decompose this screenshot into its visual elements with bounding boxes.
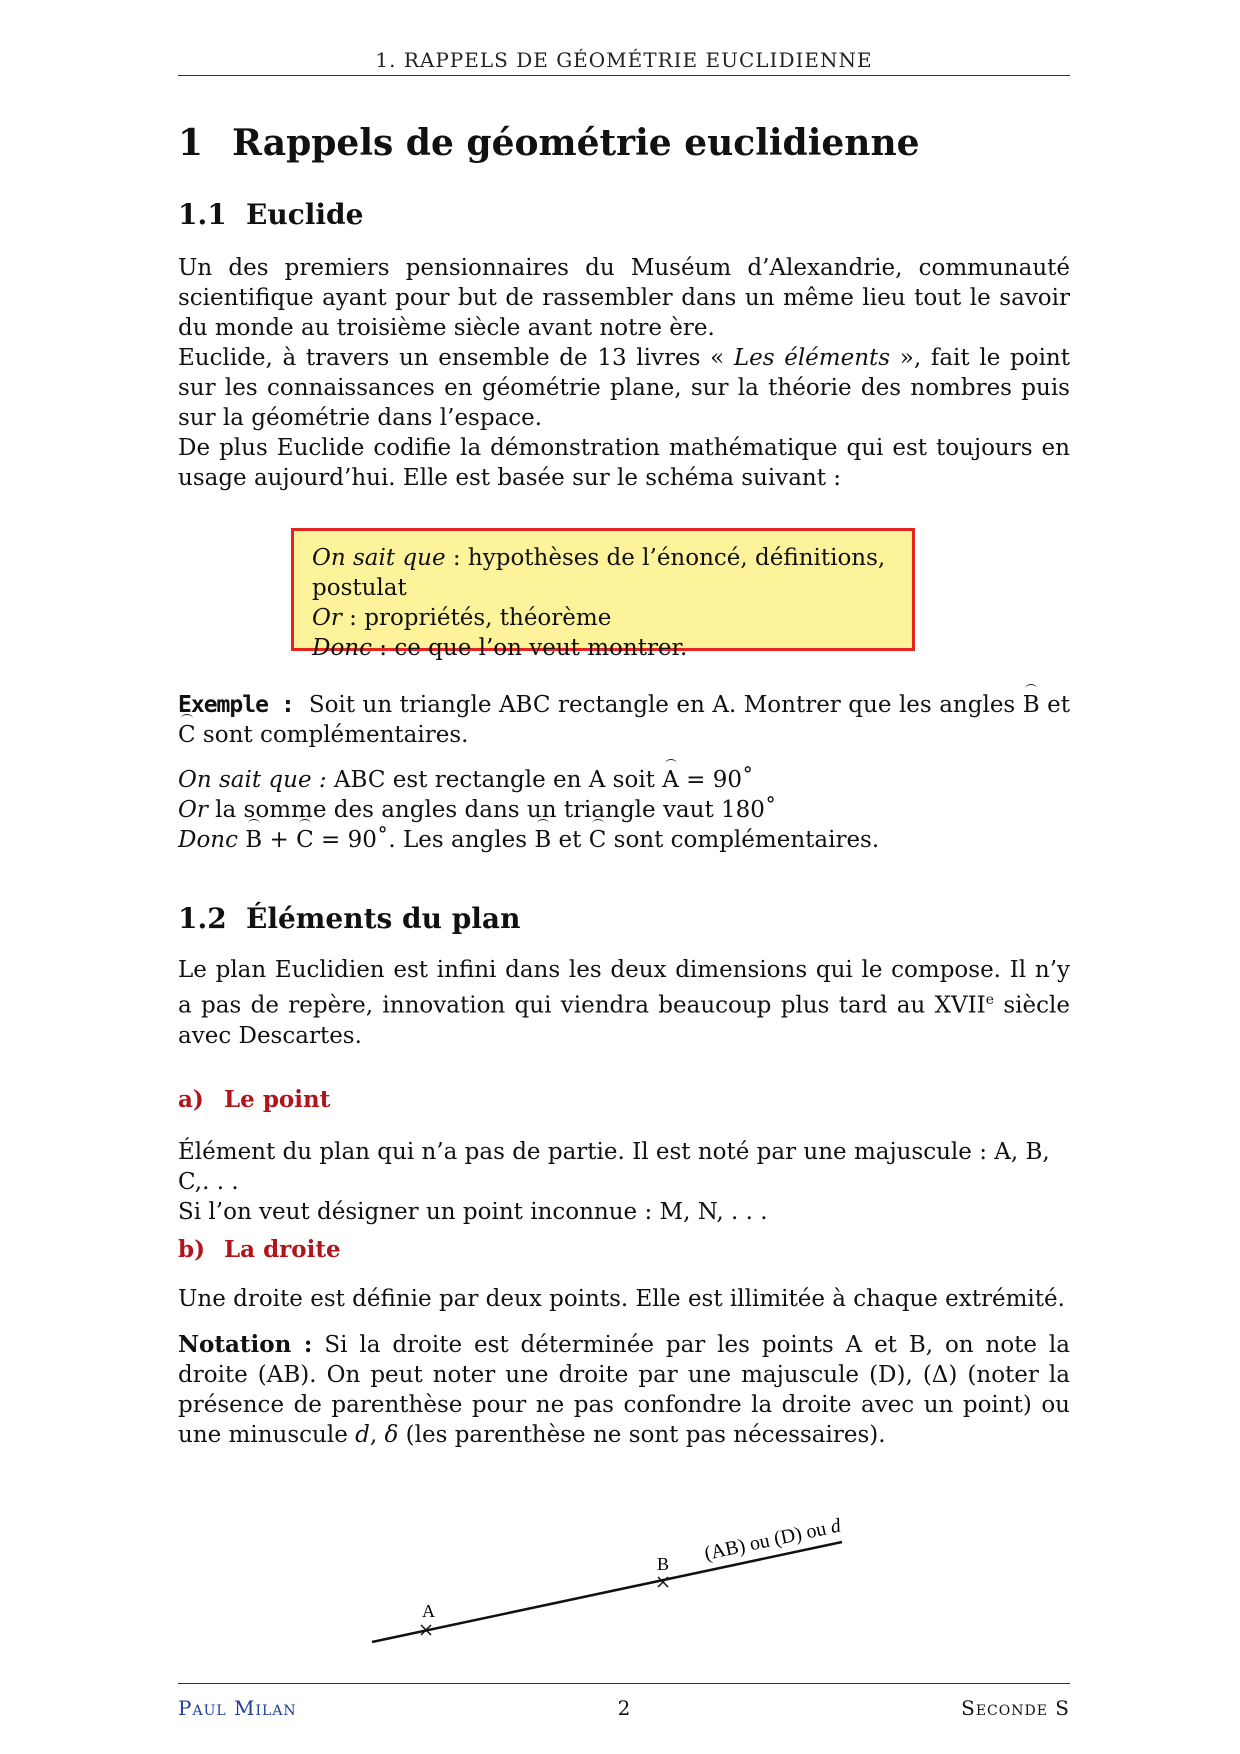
line-ab: [372, 1542, 842, 1642]
paragraph: Un des premiers pensionnaires du Muséum d’Alexandrie, communauté scientifique ayant pour but de rassembler dans un même lieu tout le savoir du monde au troisième siècle avant notre ère.: [178, 255, 1070, 341]
line-figure: [178, 1500, 1070, 1650]
section-1-heading: [178, 122, 920, 164]
example-statement: Exemple : Soit un triangle ABC rectangle en A. Montrer que les angles B et C sont complémentaires.: [178, 692, 1070, 748]
euclide-text: [178, 253, 1070, 493]
label-b: B: [657, 1554, 670, 1574]
subsection-1-2-heading: [178, 902, 520, 935]
subsection-number: 1.1: [178, 198, 227, 231]
line-label: (AB) ou (D) ou d: [702, 1514, 843, 1565]
footer-rule: [178, 1683, 1070, 1684]
running-head: 1. RAPPELS DE GÉOMÉTRIE EUCLIDIENNE: [375, 48, 873, 72]
point-heading: a) Le point: [178, 1086, 331, 1113]
section-number: 1: [178, 122, 204, 164]
page: [178, 0, 1070, 1754]
footer-class: Seconde S: [961, 1696, 1070, 1720]
page-number: 2: [617, 1696, 631, 1720]
subsection-title: Euclide: [246, 198, 364, 231]
subsection-number: 1.2: [178, 902, 227, 935]
schema-line: Donc : ce que l’on veut montrer.: [312, 635, 688, 661]
subsection-title: Éléments du plan: [246, 902, 521, 935]
proof-line: On sait que : ABC est rectangle en A soit A = 90˚: [178, 767, 754, 793]
header-rule: [178, 75, 1070, 76]
example-proof: [178, 765, 1070, 855]
example-label: Exemple :: [178, 692, 294, 718]
paragraph: De plus Euclide codifie la démonstration mathématique qui est toujours en usage aujourd’hui. Elle est basée sur le schéma suivant :: [178, 435, 1070, 491]
plan-text: Le plan Euclidien est infini dans les deux dimensions qui le compose. Il n’y a pas de repère, innovation qui viendra beaucoup plus tard au XVIIe siècle avec Descartes.: [178, 957, 1070, 1049]
subsection-1-1-heading: [178, 198, 363, 231]
proof-line: Or la somme des angles dans un triangle vaut 180˚: [178, 797, 777, 823]
paragraph: Euclide, à travers un ensemble de 13 livres « Les éléments », fait le point sur les connaissances en géométrie plane, sur la théorie des nombres puis sur la géométrie dans l’espace.: [178, 345, 1070, 431]
label-a: A: [422, 1601, 435, 1621]
section-title: Rappels de géométrie euclidienne: [232, 122, 920, 164]
footer-author: Paul Milan: [178, 1696, 297, 1720]
droite-heading: b) La droite: [178, 1236, 341, 1263]
droite-text: Une droite est définie par deux points. Elle est illimitée à chaque extrémité.: [178, 1286, 1065, 1312]
schema-line: On sait que : hypothèses de l’énoncé, définitions, postulat: [312, 545, 886, 601]
schema-line: Or : propriétés, théorème: [312, 605, 612, 631]
schema-box: [291, 528, 915, 661]
point-text: Élément du plan qui n’a pas de partie. Il est noté par une majuscule : A, B, C,. . . Si l’on veut désigner un point inconnue : M, N, . . .: [178, 1139, 1050, 1225]
notation-text: Notation : Si la droite est déterminée par les points A et B, on note la droite (AB). On peut noter une droite par une majuscule (D), (Δ) (noter la présence de parenthèse pour ne pas confondre la droite avec un point) ou une minuscule d, δ (les parenthèse ne sont pas nécessaires).: [178, 1331, 1070, 1448]
proof-line: Donc B + C = 90˚. Les angles B et C sont complémentaires.: [178, 827, 880, 853]
